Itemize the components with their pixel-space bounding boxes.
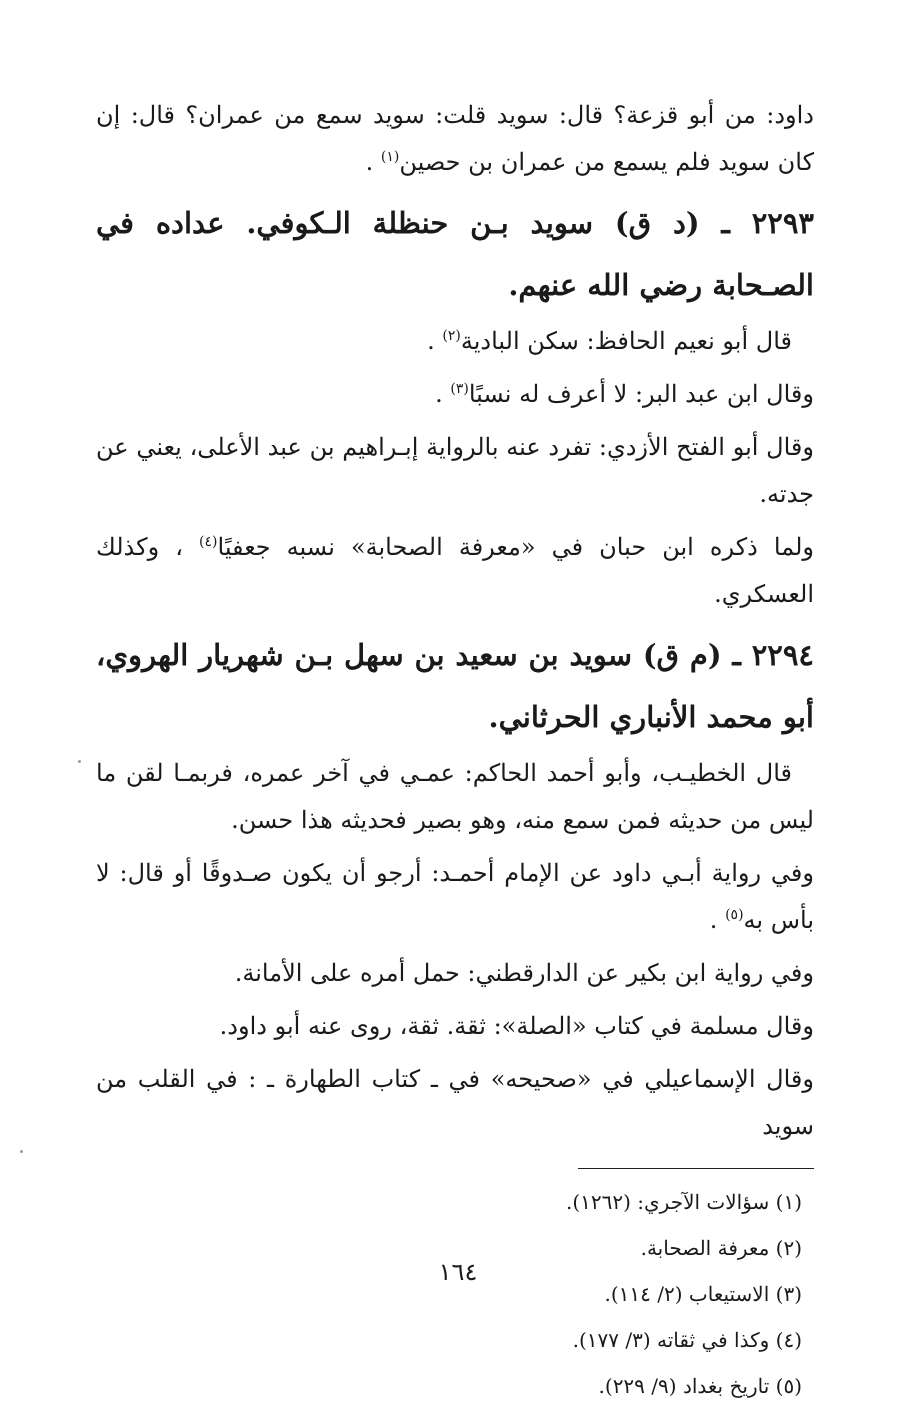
scan-speck bbox=[20, 1150, 23, 1153]
page-body bbox=[96, 92, 814, 1409]
entry-heading-2294: ٢٢٩٤ ـ (م ق) سويد بن سعيد بن سهل بـن شهريار الهروي، أبو محمد الأنباري الحرثاني. bbox=[96, 638, 814, 734]
paragraph-tail: . bbox=[435, 380, 451, 408]
paragraph-abu-nuaym bbox=[96, 318, 814, 365]
footnote-5: (٥) تاريخ بغداد (٩/ ٢٢٩). bbox=[598, 1374, 802, 1398]
paragraph-azdi: وقال أبو الفتح الأزدي: تفرد عنه بالرواية إبـراهيم بن عبد الأعلى، يعني عن جدته. bbox=[96, 433, 814, 508]
paragraph-tail: . bbox=[709, 906, 726, 934]
footnote-2: (٢) معرفة الصحابة. bbox=[640, 1236, 802, 1260]
footnote-divider bbox=[578, 1168, 814, 1169]
paragraph-ibn-hibban bbox=[96, 524, 814, 618]
paragraph-continuation bbox=[96, 92, 814, 186]
paragraph-tail: . bbox=[427, 327, 443, 355]
paragraph-daraqutni: وفي رواية ابن بكير عن الدارقطني: حمل أمره على الأمانة. bbox=[234, 959, 814, 987]
entry-heading-2293: ٢٢٩٣ ـ (د ق) سويد بـن حنظلة الـكوفي. عداده في الصـحابة رضي الله عنهم. bbox=[96, 206, 814, 302]
paragraph-text: ولما ذكره ابن حبان في «معرفة الصحابة» نسبه جعفيًا bbox=[217, 533, 814, 561]
footnote-marker[interactable]: (٢) bbox=[442, 328, 461, 344]
paragraph-text: وقال ابن عبد البر: لا أعرف له نسبًا bbox=[468, 380, 814, 408]
footnote-marker[interactable]: (١) bbox=[380, 149, 400, 165]
paragraph-tail: . bbox=[365, 148, 381, 176]
paragraph-text: داود: من أبو قزعة؟ قال: سويد قلت: سويد سمع من عمران؟ قال: إن كان سويد فلم يسمع من عمران بن حصين bbox=[96, 101, 814, 176]
paragraph-abu-dawud bbox=[96, 850, 814, 944]
paragraph-text: وفي رواية أبـي داود عن الإمام أحمـد: أرجو أن يكون صـدوقًا أو قال: لا بأس به bbox=[96, 859, 814, 934]
footnote-marker[interactable]: (٥) bbox=[725, 907, 744, 923]
page-number: ١٦٤ bbox=[438, 1258, 478, 1286]
footnotes bbox=[96, 1179, 814, 1409]
footnote-3: (٣) الاستيعاب (٢/ ١١٤). bbox=[604, 1282, 802, 1306]
footnote-marker[interactable]: (٤) bbox=[199, 534, 218, 550]
paragraph-text: قال أبو نعيم الحافظ: سكن البادية bbox=[460, 327, 792, 355]
scan-speck bbox=[78, 760, 81, 763]
paragraph-ibn-abd-al-barr bbox=[96, 371, 814, 418]
footnote-4: (٤) وكذا في ثقاته (٣/ ١٧٧). bbox=[572, 1328, 802, 1352]
footnote-1: (١) سؤالات الآجري: (١٢٦٢). bbox=[565, 1190, 802, 1214]
footnote-marker[interactable]: (٣) bbox=[450, 381, 469, 397]
paragraph-tail: ، وكذلك العسكري. bbox=[96, 533, 814, 608]
paragraph-khatib: قال الخطيـب، وأبو أحمد الحاكم: عمـي في آخر عمره، فربمـا لقن ما ليس من حديثه فمن سمع منه، وهو بصير فحديثه هذا حسن. bbox=[96, 759, 814, 834]
paragraph-ismaili: وقال الإسماعيلي في «صحيحه» في ـ كتاب الطهارة ـ : في القلب من سويد bbox=[96, 1065, 814, 1140]
paragraph-maslama: وقال مسلمة في كتاب «الصلة»: ثقة. ثقة، روى عنه أبو داود. bbox=[219, 1012, 814, 1040]
